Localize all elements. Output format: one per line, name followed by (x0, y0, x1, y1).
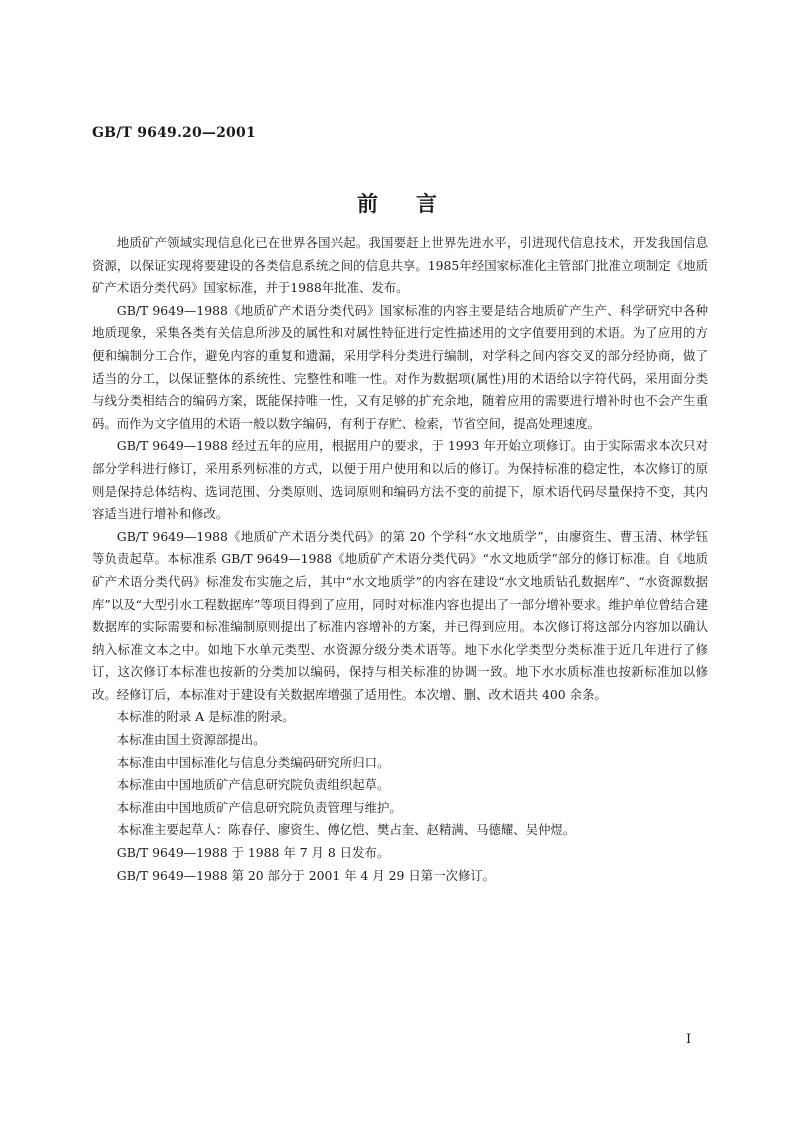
page-title: 前言 (357, 191, 475, 216)
paragraph-publish-date: GB/T 9649—1988 于 1988 年 7 月 8 日发布。 (116, 845, 390, 861)
paragraph-intro: 地质矿产领域实现信息化已在世界各国兴起。我国要赶上世界先进水平，引进现代信息技术，开发我国信息资源，以保证实现将要建设的各类信息系统之间的信息共享。1985年经国家标准化主管部门批准立项制定《地质矿产术语分类代码》国家标准，并于1988年批准、发布。 (92, 235, 708, 296)
paragraph-drafting-org: 本标准由中国地质矿产信息研究院负责组织起草。 (116, 777, 390, 793)
page-number: I (686, 1032, 692, 1047)
paragraph-revision-date: GB/T 9649—1988 第 20 部分于 2001 年 4 月 29 日第一次修订。 (116, 867, 496, 883)
paragraph-hydrogeology: GB/T 9649—1988《地质矿产术语分类代码》的第 20 个学科“水文地质学”，由廖资生、曹玉清、林学钰等负责起草。本标准系 GB/T 9649—1988《地质矿产术语分类代码》“水文地质学”部分的修订标准。自《地质矿产术语分类代码》标准发布实施之后，其中“水文地质学”的内容在建设“水文地质钻孔数据库”、“水资源数据库”以及“大型引水工程数据库”等项目得到了应用，同时对标准内容也提出了一部分增补要求。维护单位曾结合建数据库的实际需要和标准编制原则提出了标准内容增补的方案，并已得到应用。本次修订将这部分内容加以确认纳入标准文本之中。如地下水单元类型、水资源分级分类术语等。地下水化学类型分类标准于近几年进行了修订，这次修订本标准也按新的分类加以编码，保持与相关标准的协调一致。地下水水质标准也按新标准加以修改。经修订后，本标准对于建设有关数据库增强了适用性。本次增、删、改术语共 400 余条。 (92, 528, 708, 702)
foreword-body (92, 232, 708, 887)
paragraph-proposer: 本标准由国土资源部提出。 (116, 732, 266, 748)
paragraph-centralized: 本标准由中国标准化与信息分类编码研究所归口。 (116, 754, 390, 770)
paragraph-revision-principles: GB/T 9649—1988 经过五年的应用，根据用户的要求，于 1993 年开始立项修订。由于实际需求本次只对部分学科进行修订，采用系列标准的方式，以便于用户使用和以后的修订。为保持标准的稳定性，本次修订的原则是保持总体结构、选词范围、分类原则、选词原则和编码方法不变的前提下，原术语代码尽量保持不变，其内容适当进行增补和修改。 (92, 438, 708, 522)
paragraph-1988-content: GB/T 9649—1988《地质矿产术语分类代码》国家标准的内容主要是结合地质矿产生产、科学研究中各种地质现象，采集各类有关信息所涉及的属性和对属性特征进行定性描述用的文字值要用到的术语。为了应用的方便和编制分工合作，避免内容的重复和遗漏，采用学科分类进行编制，对学科之间内容交叉的部分经协商，做了适当的分工，以保证整体的系统性、完整性和唯一性。对作为数据项(属性)用的术语给以字符代码，采用面分类与线分类相结合的编码方案，既能保持唯一性，又有足够的扩充余地，随着应用的需要进行增补时也不会产生重码。而作为文字值用的术语一般以数字编码，有利于存贮、检索，节省空间，提高处理速度。 (92, 302, 708, 431)
paragraph-maintenance: 本标准由中国地质矿产信息研究院负责管理与维护。 (116, 799, 402, 815)
standard-code: GB/T 9649.20—2001 (92, 125, 256, 141)
paragraph-drafters: 本标准主要起草人：陈春仔、廖资生、傅亿恺、樊占奎、赵精满、马德耀、吴仲煜。 (116, 822, 576, 838)
paragraph-appendix: 本标准的附录 A 是标准的附录。 (116, 709, 295, 725)
